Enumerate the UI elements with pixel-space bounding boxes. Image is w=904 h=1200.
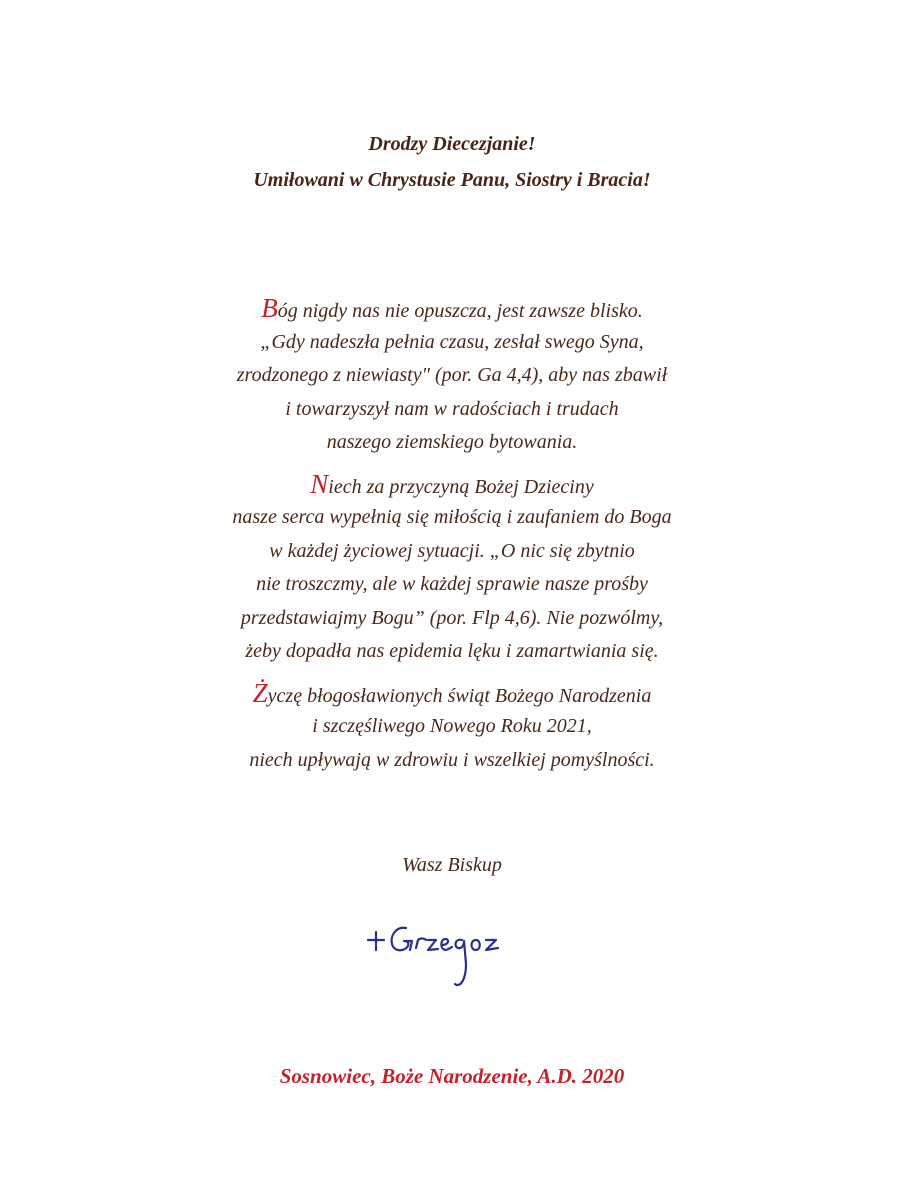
body-line: naszego ziemskiego bytowania. bbox=[326, 431, 578, 453]
paragraph-2 bbox=[0, 468, 904, 669]
paragraph-3 bbox=[0, 677, 904, 778]
line-text: yczę błogosławionych świąt Bożego Narodzenia bbox=[267, 684, 652, 707]
body-line: i szczęśliwego Nowego Roku 2021, bbox=[312, 715, 592, 737]
place-and-date: Sosnowiec, Boże Narodzenie, A.D. 2020 bbox=[279, 1064, 625, 1088]
body-line: nie troszczmy, ale w każdej sprawie nasze prośby bbox=[256, 573, 648, 595]
paragraph-first-line bbox=[0, 292, 904, 326]
letter-body bbox=[0, 292, 904, 785]
line-text: iech za przyczyną Bożej Dzieciny bbox=[328, 475, 594, 498]
greeting bbox=[0, 126, 904, 198]
greeting-line-2: Umiłowani w Chrystusie Panu, Siostry i Bracia! bbox=[253, 169, 651, 191]
line-text: óg nigdy nas nie opuszcza, jest zawsze blisko. bbox=[277, 300, 643, 322]
body-line: żeby dopadła nas epidemia lęku i zamartwiania się. bbox=[245, 640, 659, 662]
body-line: w każdej życiowej sytuacji. „O nic się zbytnio bbox=[269, 539, 635, 562]
paragraph-first-line bbox=[0, 468, 904, 502]
initial-letter: N bbox=[310, 468, 329, 499]
paragraph-first-line bbox=[0, 677, 904, 711]
closing-salutation: Wasz Biskup bbox=[402, 854, 502, 876]
body-line: niech upływają w zdrowiu i wszelkiej pomyślności. bbox=[249, 748, 655, 771]
body-line: „Gdy nadeszła pełnia czasu, zesłał swego Syna, bbox=[260, 330, 644, 353]
body-line: zrodzonego z niewiasty" (por. Ga 4,4), aby nas zbawił bbox=[236, 364, 668, 386]
initial-letter: B bbox=[261, 293, 278, 323]
initial-letter: Ż bbox=[252, 677, 268, 708]
body-line: i towarzyszył nam w radościach i trudach bbox=[285, 397, 619, 420]
handwritten-signature bbox=[362, 912, 532, 1002]
body-line: nasze serca wypełnią się miłością i zaufaniem do Boga bbox=[232, 506, 672, 528]
greeting-line-1: Drodzy Diecezjanie! bbox=[368, 133, 536, 155]
paragraph-1 bbox=[0, 292, 904, 460]
body-line: przedstawiajmy Bogu” (por. Flp 4,6). Nie pozwólmy, bbox=[240, 606, 664, 629]
